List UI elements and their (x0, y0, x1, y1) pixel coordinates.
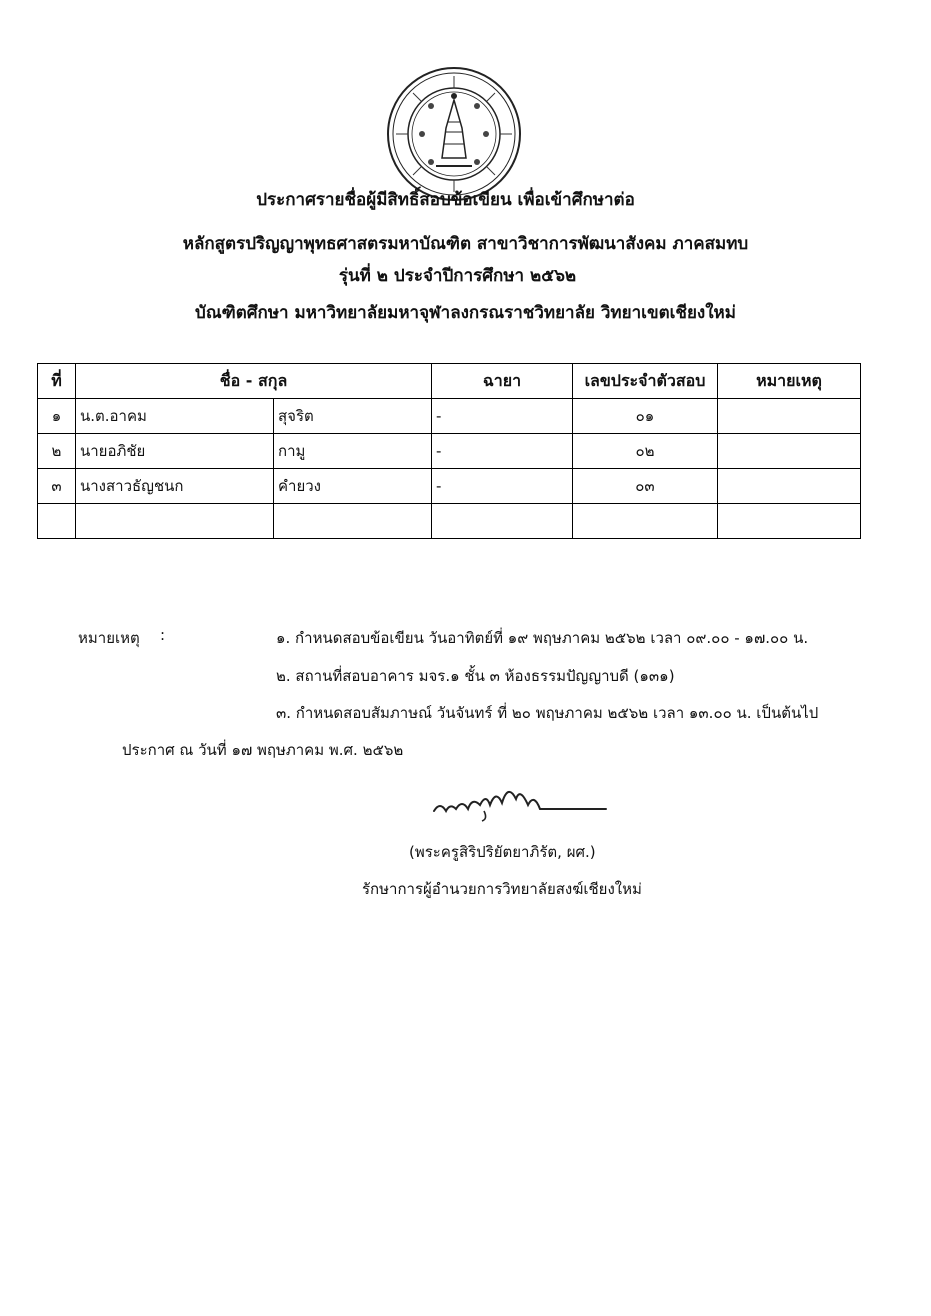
col-header-no: ที่ (38, 364, 76, 399)
cell-first-name: นายอภิชัย (76, 434, 274, 469)
col-header-alias: ฉายา (432, 364, 573, 399)
cell-alias (432, 504, 573, 539)
table-row (38, 504, 861, 539)
note-item-3: ๓. กำหนดสอบสัมภาษณ์ วันจันทร์ ที่ ๒๐ พฤษภาคม ๒๕๖๒ เวลา ๑๓.๐๐ น. เป็นต้นไป (276, 704, 819, 722)
table-row (38, 469, 861, 504)
signatory-position: รักษาการผู้อำนวยการวิทยาลัยสงฆ์เชียงใหม่ (362, 880, 642, 898)
cell-exam-id: ๐๓ (573, 469, 718, 504)
col-header-name: ชื่อ - สกุล (76, 364, 432, 399)
cell-remark (718, 399, 861, 434)
cell-exam-id: ๐๑ (573, 399, 718, 434)
table-row (38, 434, 861, 469)
cell-exam-id: ๐๒ (573, 434, 718, 469)
cell-last-name (274, 504, 432, 539)
cell-no: ๒ (38, 434, 76, 469)
notes-label: หมายเหตุ (78, 629, 140, 647)
cell-first-name (76, 504, 274, 539)
cell-exam-id (573, 504, 718, 539)
notes-colon: : (160, 626, 166, 644)
cell-remark (718, 504, 861, 539)
note-item-1: ๑. กำหนดสอบข้อเขียน วันอาทิตย์ที่ ๑๙ พฤษภาคม ๒๕๖๒ เวลา ๐๙.๐๐ - ๑๗.๐๐ น. (276, 629, 809, 647)
cell-no: ๓ (38, 469, 76, 504)
cell-remark (718, 469, 861, 504)
institution-title: บัณฑิตศึกษา มหาวิทยาลัยมหาจุฬาลงกรณราชวิทยาลัย วิทยาเขตเชียงใหม่ (195, 303, 736, 323)
cell-last-name: คำยวง (274, 469, 432, 504)
cell-first-name: นางสาวธัญชนก (76, 469, 274, 504)
cell-remark (718, 434, 861, 469)
table-row (38, 399, 861, 434)
cell-no: ๑ (38, 399, 76, 434)
program-title: หลักสูตรปริญญาพุทธศาสตรมหาบัณฑิต สาขาวิชาการพัฒนาสังคม ภาคสมทบ (182, 234, 749, 254)
announcement-title: ประกาศรายชื่อผู้มีสิทธิ์สอบข้อเขียน เพื่อเข้าศึกษาต่อ (256, 190, 635, 210)
cohort-title: รุ่นที่ ๒ ประจำปีการศึกษา ๒๕๖๒ (338, 266, 577, 286)
col-header-exam-id: เลขประจำตัวสอบ (573, 364, 718, 399)
cell-alias: - (432, 434, 573, 469)
cell-last-name: สุจริต (274, 399, 432, 434)
cell-no (38, 504, 76, 539)
cell-last-name: กามู (274, 434, 432, 469)
signatory-name: (พระครูสิริปริยัตยาภิรัต, ผศ.) (409, 843, 596, 861)
table-header-row (38, 364, 861, 399)
candidate-table (37, 363, 861, 539)
handwritten-signature (430, 775, 610, 825)
cell-alias: - (432, 399, 573, 434)
announce-date: ประกาศ ณ วันที่ ๑๗ พฤษภาคม พ.ศ. ๒๕๖๒ (122, 741, 404, 759)
university-seal-icon (386, 66, 522, 202)
cell-first-name: น.ต.อาคม (76, 399, 274, 434)
note-item-2: ๒. สถานที่สอบอาคาร มจร.๑ ชั้น ๓ ห้องธรรมปัญญาบดี (๑๓๑) (276, 667, 675, 685)
cell-alias: - (432, 469, 573, 504)
col-header-remark: หมายเหตุ (718, 364, 861, 399)
